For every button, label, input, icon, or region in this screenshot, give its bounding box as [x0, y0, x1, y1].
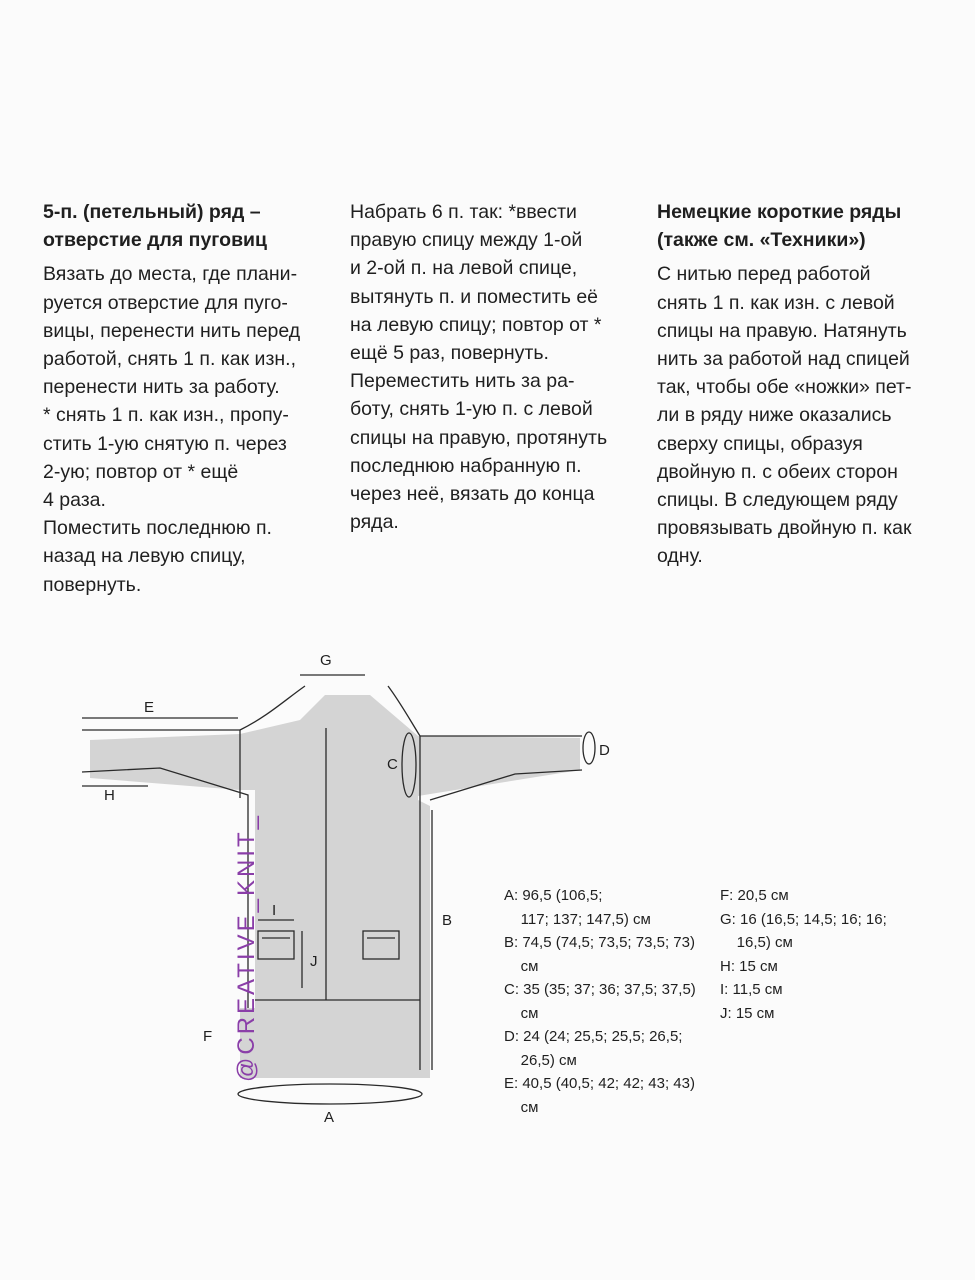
heading-line: отверстие для пуговиц: [43, 229, 268, 252]
section-heading: [43, 198, 333, 254]
body-line: сверху спицы, образуя: [657, 432, 863, 455]
measurement-line: F: 20,5 см: [720, 887, 789, 904]
body-line: Переместить нить за ра-: [350, 370, 575, 393]
label-C: C: [387, 756, 398, 773]
heading-line: 5-п. (петельный) ряд –: [43, 201, 261, 223]
heading-line: Немецкие короткие ряды: [657, 201, 902, 223]
body-line: ещё 5 раз, повернуть.: [350, 342, 549, 365]
measurements-list-right: [720, 884, 887, 1025]
section-body: [657, 260, 957, 570]
right-sleeve: [418, 736, 580, 796]
instruction-column-buttonhole: [43, 198, 333, 599]
measurement-line: см: [504, 957, 539, 975]
body-line: ряда.: [350, 511, 399, 534]
body-line: спицы на правую. Натянуть: [657, 319, 907, 342]
measurement-line: 26,5) см: [504, 1051, 577, 1069]
body-line: перенести нить за работу.: [43, 376, 280, 399]
body-line: * снять 1 п. как изн., пропу-: [43, 404, 289, 427]
body-panel: [240, 695, 430, 1078]
body-line: работой, снять 1 п. как изн.,: [43, 348, 296, 371]
measurement-line: H: 15 см: [720, 957, 778, 975]
measurement-line: 16,5) см: [720, 934, 793, 951]
body-line: нить за работой над спицей: [657, 348, 910, 371]
instruction-column-short-rows: [657, 198, 957, 571]
section-heading: [657, 198, 957, 254]
measurement-line: G: 16 (16,5; 14,5; 16; 16;: [720, 910, 887, 928]
body-line: Поместить последнюю п.: [43, 517, 272, 540]
body-line: Набрать 6 п. так: *ввести: [350, 201, 577, 223]
label-H: H: [104, 787, 115, 804]
body-line: так, чтобы обе «ножки» пет-: [657, 376, 912, 399]
body-line: боту, снять 1-ую п. с левой: [350, 398, 593, 421]
body-line: последнюю набранную п.: [350, 454, 582, 477]
label-D: D: [599, 742, 610, 759]
body-line: С нитью перед работой: [657, 263, 871, 286]
label-I: I: [272, 902, 277, 919]
measurement-line: 117; 137; 147,5) см: [504, 910, 651, 928]
body-line: повернуть.: [43, 573, 142, 596]
label-A: A: [324, 1109, 335, 1126]
watermark-text: @CREATIVE_KNIT_: [233, 813, 260, 1082]
section-body: [43, 260, 333, 598]
measurement-line: A: 96,5 (106,5;: [504, 887, 603, 904]
body-line: провязывать двойную п. как: [657, 517, 912, 540]
body-line: правую спицу между 1-ой: [350, 229, 583, 252]
dimension-D: [583, 732, 595, 764]
body-line: вытянуть п. и поместить её: [350, 285, 599, 308]
measurement-line: см: [504, 1004, 539, 1022]
body-line: двойную п. с обеих сторон: [657, 460, 898, 483]
measurement-line: I: 11,5 см: [720, 981, 783, 998]
dimension-A: [238, 1084, 422, 1104]
measurement-line: см: [504, 1098, 539, 1116]
label-G: G: [320, 652, 332, 669]
heading-line: (также см. «Техники»): [657, 229, 866, 252]
left-sleeve-bottom: [82, 768, 248, 1008]
label-F: F: [203, 1028, 213, 1045]
body-line: назад на левую спицу,: [43, 545, 246, 568]
label-E: E: [144, 699, 155, 716]
left-sleeve: [90, 734, 240, 790]
body-line: спицы на правую, протянуть: [350, 426, 608, 449]
body-line: ли в ряду ниже оказались: [657, 404, 892, 427]
measurement-line: B: 74,5 (74,5; 73,5; 73,5; 73): [504, 934, 695, 951]
instruction-column-cast-on: [350, 198, 640, 536]
body-line: 4 раза.: [43, 489, 106, 512]
body-line: через неё, вязать до конца: [350, 483, 595, 506]
measurements-list-left: [504, 884, 696, 1119]
body-line: и 2-ой п. на левой спице,: [350, 257, 578, 280]
measurement-line: E: 40,5 (40,5; 42; 42; 43; 43): [504, 1075, 695, 1092]
label-J: J: [310, 953, 318, 970]
body-line: вицы, перенести нить перед: [43, 319, 301, 342]
label-B: B: [442, 912, 453, 929]
measurement-line: C: 35 (35; 37; 36; 37,5; 37,5): [504, 981, 696, 998]
measurement-line: D: 24 (24; 25,5; 25,5; 26,5;: [504, 1028, 683, 1045]
body-line: руется отверстие для пуго-: [43, 291, 288, 314]
body-line: стить 1-ую снятую п. через: [43, 432, 287, 455]
measurement-line: J: 15 см: [720, 1004, 775, 1022]
body-line: снять 1 п. как изн. с левой: [657, 291, 895, 314]
body-line: 2-ую; повтор от * ещё: [43, 460, 239, 483]
body-line: Вязать до места, где плани-: [43, 263, 298, 286]
body-line: на левую спицу; повтор от *: [350, 313, 602, 336]
body-line: одну.: [657, 545, 703, 568]
body-line: спицы. В следующем ряду: [657, 489, 898, 512]
section-body: [350, 198, 640, 536]
